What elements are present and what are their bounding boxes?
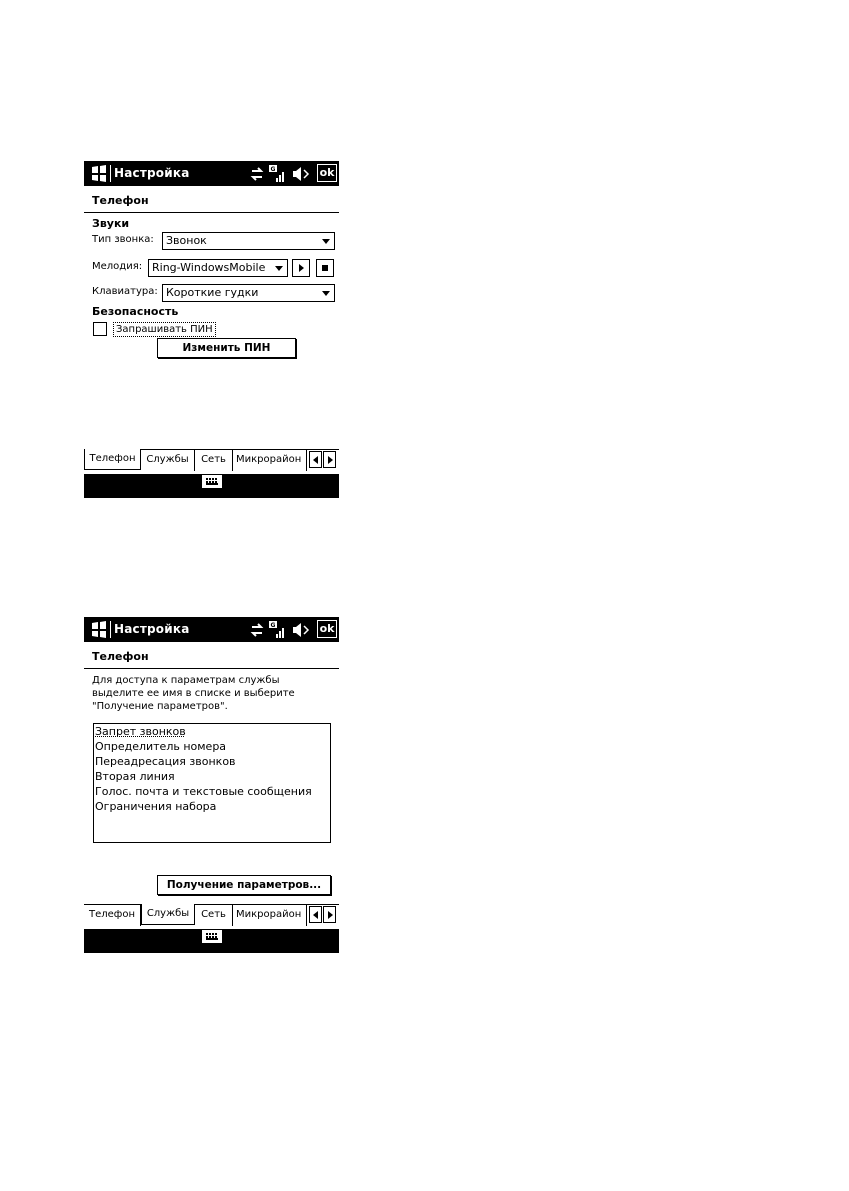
tab-phone[interactable]: Телефон bbox=[84, 449, 141, 470]
title-bar bbox=[84, 617, 339, 642]
stop-button[interactable] bbox=[316, 259, 334, 277]
melody-dropdown[interactable] bbox=[148, 259, 288, 277]
arrow-left-icon bbox=[313, 911, 318, 919]
chevron-down-icon bbox=[275, 266, 283, 271]
volume-icon[interactable] bbox=[291, 622, 311, 638]
instructions-text bbox=[92, 674, 332, 713]
tab-scroll-right[interactable] bbox=[323, 906, 336, 923]
tab-phone[interactable]: Телефон bbox=[84, 905, 141, 926]
page-title: Телефон bbox=[92, 194, 149, 207]
keypad-label: Клавиатура: bbox=[92, 286, 158, 297]
keyboard-keys bbox=[206, 933, 218, 940]
window-title: Настройка bbox=[114, 166, 190, 180]
services-list[interactable] bbox=[93, 723, 331, 843]
chevron-down-icon bbox=[322, 291, 330, 296]
require-pin-label[interactable]: Запрашивать ПИН bbox=[113, 322, 216, 337]
arrow-right-icon bbox=[328, 911, 333, 919]
connectivity-icon[interactable] bbox=[250, 623, 264, 637]
keyboard-keys bbox=[206, 478, 218, 485]
page-title: Телефон bbox=[92, 650, 149, 663]
require-pin-checkbox[interactable] bbox=[93, 322, 107, 336]
list-item[interactable]: Вторая линия bbox=[95, 770, 175, 783]
divider bbox=[84, 212, 339, 213]
keypad-dropdown[interactable] bbox=[162, 284, 335, 302]
signal-strength-icon[interactable] bbox=[268, 164, 286, 183]
tab-cell-area[interactable]: Микрорайон bbox=[233, 905, 307, 926]
sounds-section-label: Звуки bbox=[92, 217, 130, 230]
keyboard-icon[interactable] bbox=[201, 474, 223, 489]
title-separator bbox=[110, 165, 111, 182]
tab-cell-area[interactable]: Микрорайон bbox=[233, 450, 307, 471]
windows-start-icon[interactable] bbox=[89, 620, 109, 639]
melody-value: Ring-WindowsMobile bbox=[152, 261, 266, 274]
tab-scroll-right[interactable] bbox=[323, 451, 336, 468]
ring-type-value: Звонок bbox=[166, 234, 207, 247]
list-item[interactable]: Запрет звонков bbox=[95, 725, 186, 738]
tab-scroll-left[interactable] bbox=[309, 451, 322, 468]
services-settings-screen bbox=[84, 617, 339, 954]
connectivity-icon[interactable] bbox=[250, 167, 264, 181]
stop-icon bbox=[322, 265, 328, 271]
phone-settings-screen bbox=[84, 161, 339, 500]
softkey-bar bbox=[84, 474, 339, 498]
list-item[interactable]: Ограничения набора bbox=[95, 800, 217, 813]
arrow-left-icon bbox=[313, 456, 318, 464]
tab-network[interactable]: Сеть bbox=[195, 905, 233, 926]
tab-services[interactable]: Службы bbox=[141, 450, 195, 471]
change-pin-button[interactable]: Изменить ПИН bbox=[157, 338, 296, 358]
ring-type-dropdown[interactable] bbox=[162, 232, 335, 250]
play-button[interactable] bbox=[292, 259, 310, 277]
keyboard-icon[interactable] bbox=[201, 929, 223, 944]
tab-bar bbox=[84, 449, 339, 471]
tab-scroll-left[interactable] bbox=[309, 906, 322, 923]
softkey-bar bbox=[84, 929, 339, 953]
ring-type-label: Тип звонка: bbox=[92, 234, 154, 245]
ok-button[interactable]: ok bbox=[317, 620, 337, 638]
svg-text:G: G bbox=[270, 622, 276, 629]
tab-network[interactable]: Сеть bbox=[195, 450, 233, 471]
divider bbox=[84, 668, 339, 669]
chevron-down-icon bbox=[322, 239, 330, 244]
instructions-line: Для доступа к параметрам службы bbox=[92, 675, 280, 686]
tab-bar bbox=[84, 904, 339, 926]
tab-services[interactable]: Службы bbox=[141, 904, 195, 925]
play-icon bbox=[299, 264, 304, 272]
volume-icon[interactable] bbox=[291, 166, 311, 182]
get-settings-button[interactable]: Получение параметров... bbox=[157, 875, 331, 895]
title-separator bbox=[110, 621, 111, 638]
instructions-line: "Получение параметров". bbox=[92, 701, 228, 712]
svg-text:G: G bbox=[270, 166, 276, 173]
instructions-line: выделите ее имя в списке и выберите bbox=[92, 688, 295, 699]
melody-label: Мелодия: bbox=[92, 261, 143, 272]
list-item[interactable]: Голос. почта и текстовые сообщения bbox=[95, 785, 312, 798]
signal-strength-icon[interactable] bbox=[268, 620, 286, 639]
windows-start-icon[interactable] bbox=[89, 164, 109, 183]
keypad-value: Короткие гудки bbox=[166, 286, 259, 299]
window-title: Настройка bbox=[114, 622, 190, 636]
list-item[interactable]: Переадресация звонков bbox=[95, 755, 236, 768]
security-section-label: Безопасность bbox=[92, 305, 179, 318]
ok-button[interactable]: ok bbox=[317, 164, 337, 182]
list-item[interactable]: Определитель номера bbox=[95, 740, 227, 753]
arrow-right-icon bbox=[328, 456, 333, 464]
title-bar bbox=[84, 161, 339, 186]
